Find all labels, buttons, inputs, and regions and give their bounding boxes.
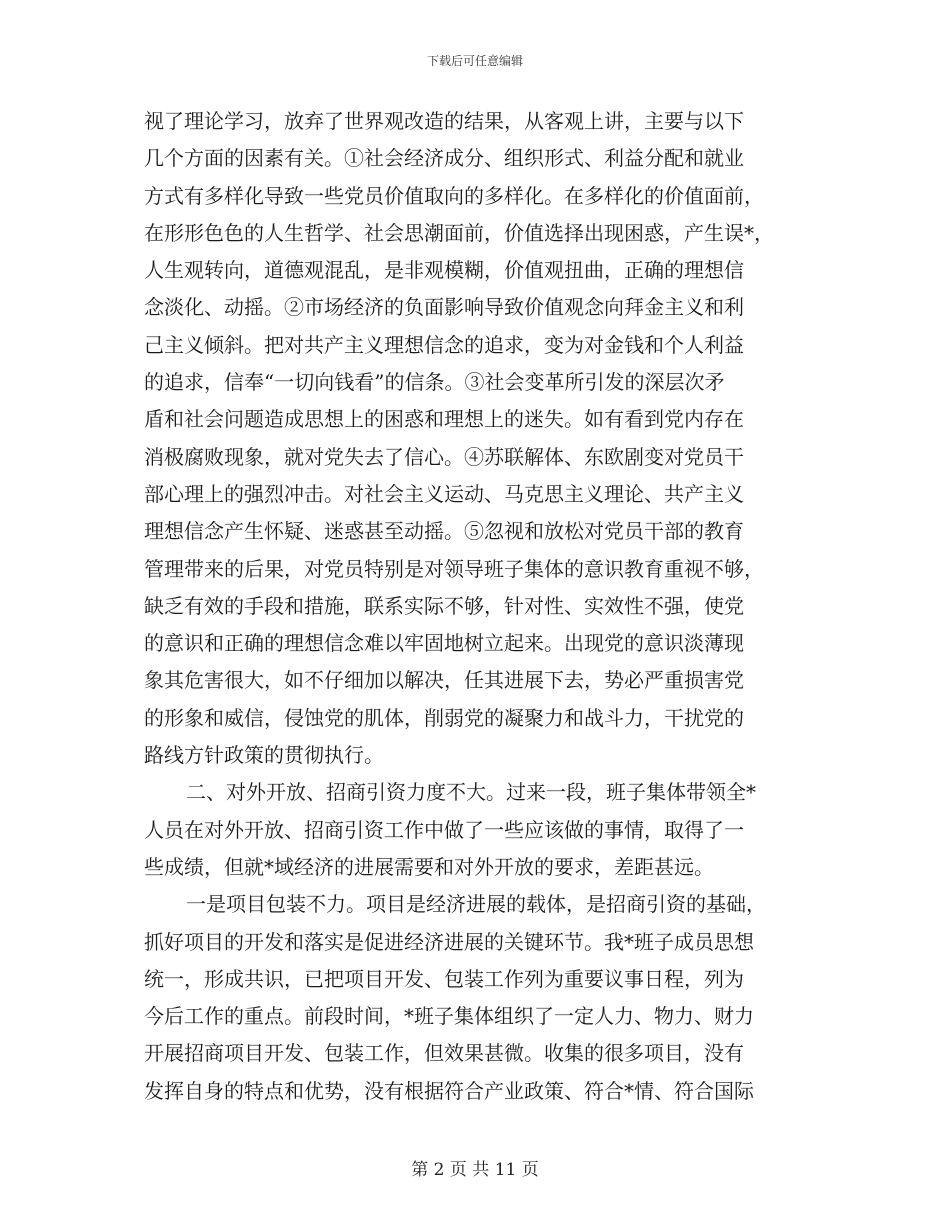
text-line: 理想信念产生怀疑、迷惑甚至动摇。⑤忽视和放松对党员干部的教育	[144, 519, 744, 544]
text-line: 路线方针政策的贯彻执行。	[144, 743, 384, 768]
section-heading-line: 二、对外开放、招商引资力度不大。过来一段，班子集体带领全*	[186, 780, 756, 805]
text-line: 视了理论学习，放弃了世界观改造的结果，从客观上讲，主要与以下	[144, 109, 744, 133]
text-line: 方式有多样化导致一些党员价值取向的多样化。在多样化的价值面前，	[144, 183, 764, 208]
text-line: 统一，形成共识，已把项目开发、包装工作列为重要议事日程，列为	[144, 966, 744, 991]
text-line: 缺乏有效的手段和措施，联系实际不够，针对性、实效性不强，使党	[144, 593, 744, 618]
document-body	[144, 103, 816, 1110]
paragraph-start-line: 一是项目包装不力。项目是经济进展的载体，是招商引资的基础，	[186, 892, 766, 917]
text-line: 些成绩，但就*域经济的进展需要和对外开放的要求，差距甚远。	[144, 854, 714, 879]
text-line: 人员在对外开放、招商引资工作中做了一些应该做的事情，取得了一	[144, 817, 744, 842]
text-line: 象其危害很大，如不仔细加以解决，任其进展下去，势必严重损害党	[144, 668, 744, 693]
text-line: 今后工作的重点。前段时间，*班子集体组织了一定人力、物力、财力	[144, 1004, 754, 1029]
text-line: 的意识和正确的理想信念难以牢固地树立起来。出现党的意识淡薄现	[144, 631, 744, 656]
text-line: 人生观转向，道德观混乱，是非观模糊，价值观扭曲，正确的理想信	[144, 258, 744, 283]
text-line: 念淡化、动摇。②市场经济的负面影响导致价值观念向拜金主义和利	[144, 295, 744, 320]
text-line: 盾和社会问题造成思想上的困惑和理想上的迷失。如有看到党内存在	[144, 407, 744, 432]
text-line: 部心理上的强烈冲击。对社会主义运动、马克思主义理论、共产主义	[144, 481, 744, 506]
page-number-footer: 第 2 页 共 11 页	[411, 1160, 539, 1180]
text-line: 在形形色色的人生哲学、社会思潮面前，价值选择出现困惑，产生误*，	[144, 220, 774, 245]
text-line: 发挥自身的特点和优势，没有根据符合产业政策、符合*情、符合国际	[144, 1078, 754, 1103]
text-line: 抓好项目的开发和落实是促进经济进展的关键环节。我*班子成员思想	[144, 929, 754, 954]
text-line: 的形象和威信，侵蚀党的肌体，削弱党的凝聚力和战斗力，干扰党的	[144, 705, 744, 730]
page-header: 下载后可任意编辑	[426, 54, 523, 68]
text-line: 几个方面的因素有关。①社会经济成分、组织形式、利益分配和就业	[144, 146, 744, 171]
text-line: 己主义倾斜。把对共产主义理想信念的追求，变为对金钱和个人利益	[144, 332, 744, 357]
text-line: 消极腐败现象，就对党失去了信心。④苏联解体、东欧剧变对党员干	[144, 444, 744, 469]
text-line: 开展招商项目开发、包装工作，但效果甚微。收集的很多项目，没有	[144, 1041, 744, 1066]
text-line: 管理带来的后果，对党员特别是对领导班子集体的意识教育重视不够，	[144, 556, 764, 581]
text-line: 的追求，信奉“一切向钱看”的信条。③社会变革所引发的深层次矛	[144, 370, 725, 395]
